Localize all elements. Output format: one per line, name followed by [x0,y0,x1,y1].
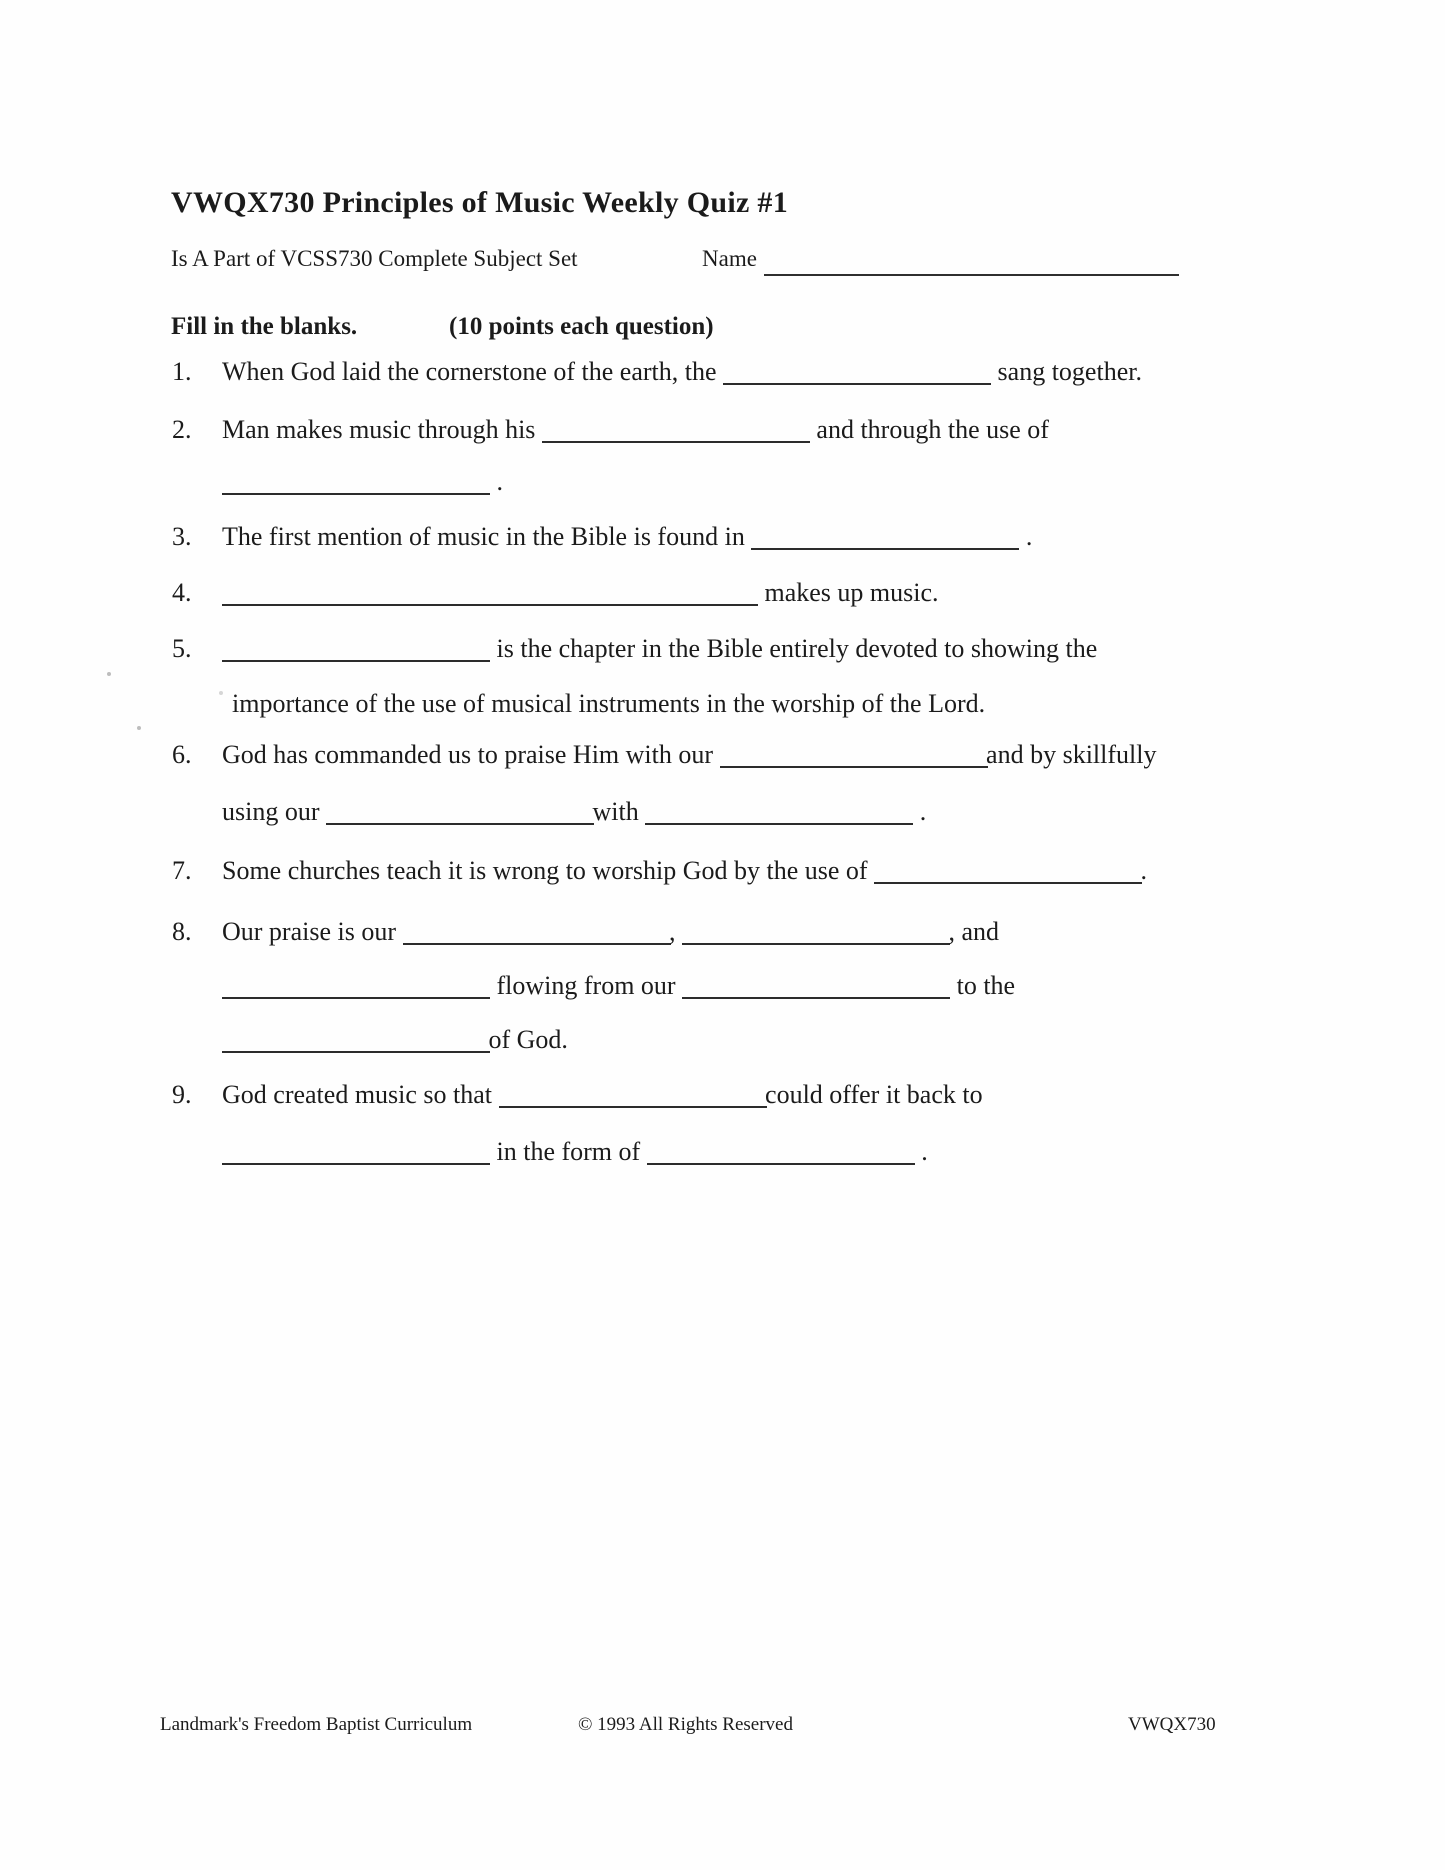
question-8-line-3 [172,1022,568,1058]
page-subtitle: Is A Part of VCSS730 Complete Subject Set [171,246,578,271]
question-text-segment: sang together. [997,357,1142,386]
fill-in-blank[interactable] [403,921,671,945]
question-6-line-2 [172,794,926,830]
fill-in-blank[interactable] [499,1084,767,1108]
instructions-heading: Fill in the blanks. [171,313,358,340]
question-number: 4. [172,578,192,607]
question-text-segment: . [919,797,927,826]
fill-in-blank[interactable] [720,744,988,768]
question-number: 3. [172,522,192,551]
scan-speck [219,691,223,695]
question-3-line-1 [172,519,1032,555]
fill-in-blank[interactable] [682,921,950,945]
question-text-segment: . [1025,522,1033,551]
question-text-segment: is the chapter in the Bible entirely devoted to showing the [496,634,1098,663]
question-text-segment: and by skillfully [986,740,1157,769]
question-8-line-1 [172,914,999,950]
question-number: 1. [172,357,192,386]
fill-in-blank[interactable] [874,860,1142,884]
question-text-segment: , and [948,917,1000,946]
footer-publisher: Landmark's Freedom Baptist Curriculum [160,1714,473,1735]
question-9-line-2 [172,1134,928,1170]
question-text-segment: flowing from our [496,971,676,1000]
fill-in-blank[interactable] [682,975,950,999]
fill-in-blank[interactable] [542,419,810,443]
question-text-segment: in the form of [496,1137,641,1166]
question-text-segment: . [921,1137,928,1166]
fill-in-blank[interactable] [647,1141,915,1165]
question-text-segment: , [669,917,676,946]
question-text-segment: of God. [488,1025,568,1054]
question-text-segment: God created music so that [222,1080,493,1109]
question-number: 9. [172,1080,192,1109]
question-text-segment: could offer it back to [765,1080,983,1109]
fill-in-blank[interactable] [222,582,758,606]
scan-speck [107,672,111,676]
question-text-segment: to the [956,971,1016,1000]
instructions-points: (10 points each question) [449,313,714,340]
footer-copyright: © 1993 All Rights Reserved [578,1714,793,1735]
question-text-segment: God has commanded us to praise Him with our [222,740,714,769]
question-number: 7. [172,856,192,885]
question-number: 5. [172,634,192,663]
question-text-segment: . [496,467,503,496]
question-text-segment: Man makes music through his [222,415,536,444]
question-number: 8. [172,917,192,946]
question-text-segment: The first mention of music in the Bible is found in [222,522,745,551]
question-text-segment: When God laid the cornerstone of the earth, the [222,357,717,386]
question-6-line-1 [172,737,1156,773]
name-field-blank[interactable] [764,250,1179,276]
question-text-segment: and through the use of [816,415,1049,444]
question-text-segment: using our [222,797,320,826]
question-5-line-2 [172,686,985,722]
question-text-segment: importance of the use of musical instruments in the worship of the Lord. [232,689,986,718]
fill-in-blank[interactable] [222,471,490,495]
question-text-segment: . [1140,856,1148,885]
question-8-line-2 [172,968,1015,1004]
fill-in-blank[interactable] [645,801,913,825]
question-1-line-1 [172,354,1142,390]
question-text-segment: makes up music. [764,578,939,607]
fill-in-blank[interactable] [326,801,594,825]
name-label: Name [702,246,757,271]
question-9-line-1 [172,1077,983,1113]
question-number: 6. [172,740,192,769]
fill-in-blank[interactable] [222,1029,490,1053]
question-2-line-1 [172,412,1049,448]
question-5-line-1 [172,631,1097,667]
question-text-segment: Some churches teach it is wrong to worship God by the use of [222,856,868,885]
question-number: 2. [172,415,192,444]
question-7-line-1 [172,853,1147,889]
question-2-line-2 [172,464,503,500]
question-text-segment: with [592,797,639,826]
page-title: VWQX730 Principles of Music Weekly Quiz #1 [171,186,789,219]
fill-in-blank[interactable] [723,361,991,385]
fill-in-blank[interactable] [222,975,490,999]
footer-code: VWQX730 [1128,1714,1216,1735]
scan-speck [137,726,141,730]
fill-in-blank[interactable] [222,638,490,662]
fill-in-blank[interactable] [751,526,1019,550]
question-4-line-1 [172,575,939,611]
question-text-segment: Our praise is our [222,917,397,946]
fill-in-blank[interactable] [222,1141,490,1165]
